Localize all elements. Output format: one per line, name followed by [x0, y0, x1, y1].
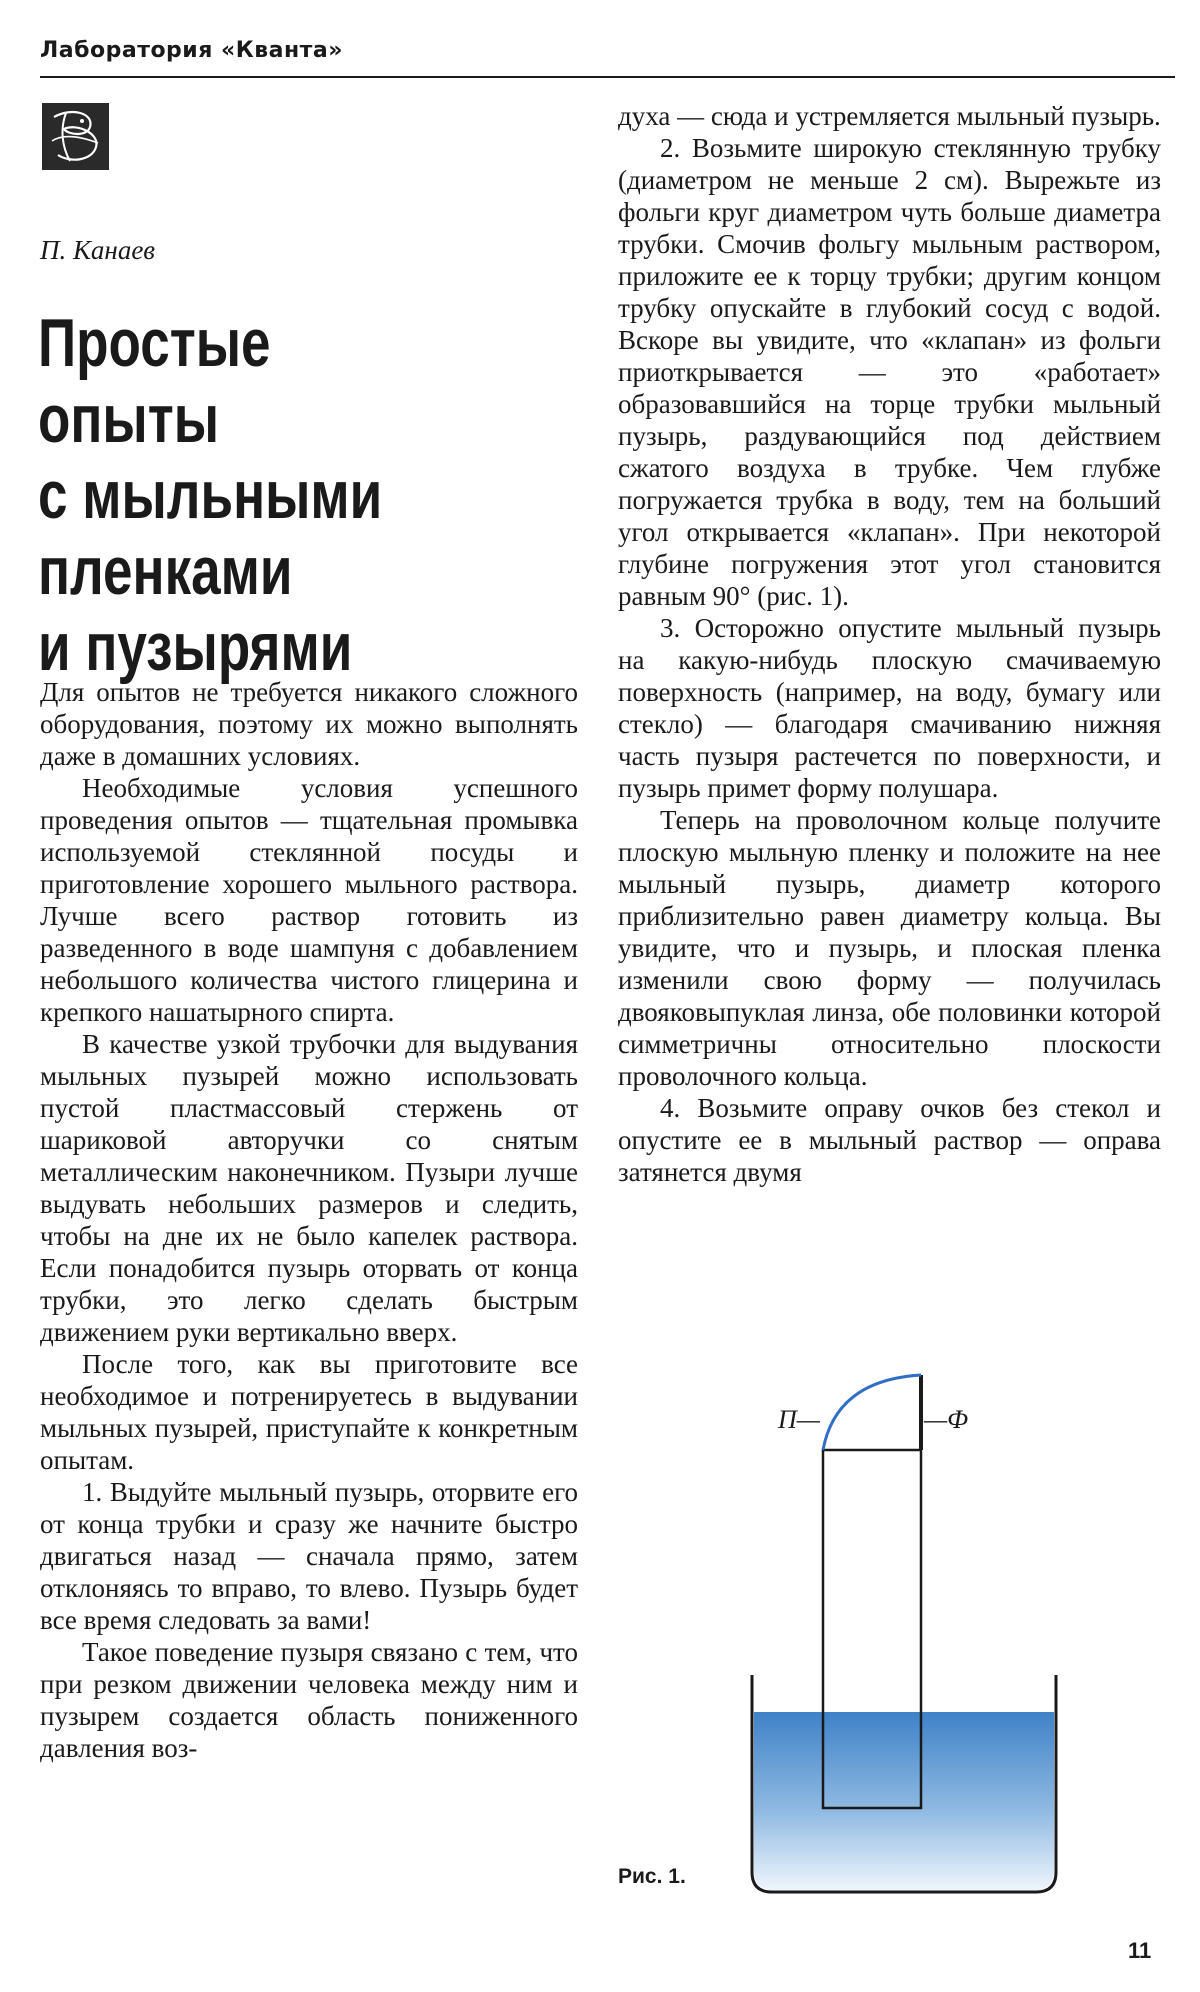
title-line: с мыльными — [38, 457, 383, 533]
section-header: Лаборатория «Кванта» — [40, 38, 343, 63]
paragraph: Такое поведение пузыря связано с тем, что при резком движении человека между ним и пузырем создается область пониженного давления воз- — [40, 1637, 578, 1763]
label-foil: —Ф — [924, 1405, 969, 1434]
paragraph: Для опытов не требуется никакого сложного оборудования, поэтому их можно выполнять даже в домашних условиях. — [40, 677, 578, 771]
label-bubble: П— — [778, 1405, 820, 1434]
title-line: пленками — [38, 533, 293, 609]
paragraph: 4. Возьмите оправу очков без стекол и опустите ее в мыльный раствор — оправа затянется двумя — [618, 1093, 1161, 1187]
right-column — [618, 100, 1161, 1188]
article-title — [38, 305, 459, 685]
paragraph: 3. Осторожно опустите мыльный пузырь на какую-нибудь плоскую смачиваемую поверхность (например, на воду, бумагу или стекло) — благодаря смачиванию нижняя часть пузыря растечется по поверхности, и пузырь примет форму полушара. — [618, 613, 1161, 803]
title-line: и пузырями — [38, 609, 353, 685]
paragraph: В качестве узкой трубочки для выдувания мыльных пузырей можно использовать пустой пластмассовый стержень от шариковой авторучки со снятым металлическим наконечником. Пузыри лучше выдувать небольших размеров и следить, чтобы на дне их не было капелек раствора. Если понадобится пузырь оторвать от конца трубки, это легко сделать быстрым движением руки вертикально вверх. — [40, 1029, 578, 1347]
paragraph: После того, как вы приготовите все необходимое и потренируетесь в выдувании мыльных пузырей, приступайте к конкретным опытам. — [40, 1349, 578, 1475]
figure-caption: Рис. 1. — [618, 1865, 686, 1888]
figure-1 — [618, 1340, 1161, 1900]
left-column — [40, 676, 578, 1764]
water — [754, 1712, 1054, 1890]
paragraph: Теперь на проволочном кольце получите плоскую мыльную пленку и положите на нее мыльный пузырь, диаметр которого приблизительно равен диаметру кольца. Вы увидите, что и пузырь, и плоская пленка изменили свою форму — получилась двояковыпуклая линза, обе половинки которой симметричны относительно плоскости проволочного кольца. — [618, 805, 1161, 1091]
page-number: 11 — [1128, 1938, 1152, 1963]
paragraph: 1. Выдуйте мыльный пузырь, оторвите его от конца трубки и сразу же начните быстро двигаться назад — сначала прямо, затем отклоняясь то вправо, то влево. Пузырь будет все время следовать за вами! — [40, 1477, 578, 1635]
paragraph: Необходимые условия успешного проведения опытов — тщательная промывка используемой стеклянной посуды и приготовление хорошего мыльного раствора. Лучше всего раствор готовить из разведенного в воде шампуня с добавлением небольшого количества чистого глицерина и крепкого нашатырного спирта. — [40, 773, 578, 1027]
title-line: Простые опыты — [38, 305, 271, 457]
paragraph: духа — сюда и устремляется мыльный пузырь. — [618, 101, 1161, 131]
article-author: П. Канаев — [40, 235, 156, 265]
bubble-arc — [823, 1375, 921, 1450]
kvant-logo-icon — [42, 103, 109, 170]
header-rule — [40, 76, 1175, 78]
paragraph: 2. Возьмите широкую стеклянную трубку (диаметром не меньше 2 см). Вырежьте из фольги круг диаметром чуть больше диаметра трубки. Смочив фольгу мыльным раствором, приложите ее к торцу трубки; другим концом трубку опускайте в глубокий сосуд с водой. Вскоре вы увидите, что «клапан» из фольги приоткрывается — это «работает» образовавшийся на торце трубки мыльный пузырь, раздувающийся под действием сжатого воздуха в трубке. Чем глубже погружается трубка в воду, тем на больший угол открывается «клапан». При некоторой глубине погружения этот угол становится равным 90° (рис. 1). — [618, 133, 1161, 611]
